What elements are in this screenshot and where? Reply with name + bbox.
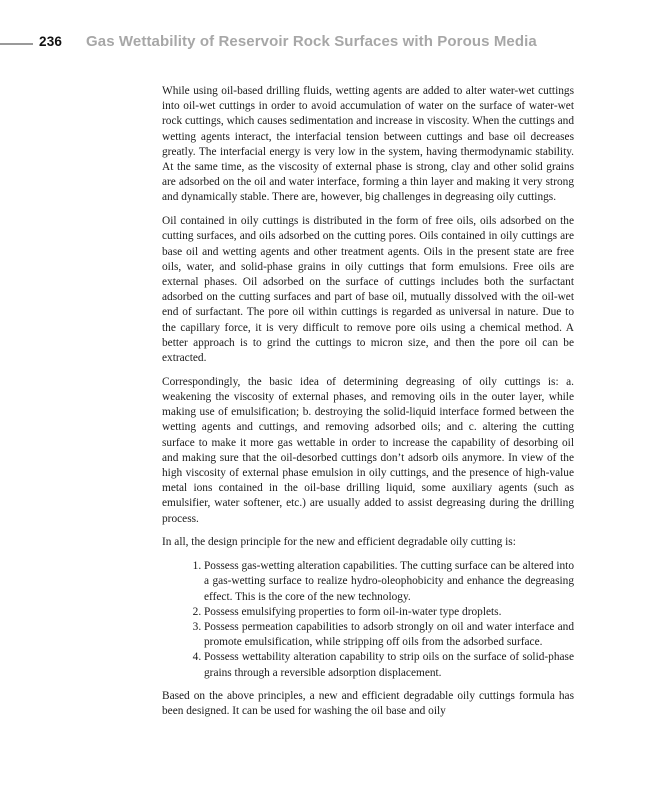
list-item: 2. Possess emulsifying properties to form oil-in-water type droplets. (204, 605, 574, 620)
paragraph-wetting-agents: While using oil-based drilling fluids, wetting agents are added to alter water-wet cuttings into oil-wet cuttings in order to avoid accumulation of water on the surface of water-wet rock cuttings, which causes sedimentation and increase in viscosity. When the cuttings and wetting agents interact, the interfacial tension between cuttings and base oil decreases greatly. The interfacial energy is very low in the system, having thermodynamic stability. At the same time, as the viscosity of external phase is strong, clay and other solid grains are adsorbed on the oil and water interface, forming a thin layer and making it very strong and dynamically stable. There are, however, big challenges in degreasing oily cuttings. (162, 85, 574, 204)
running-title: Gas Wettability of Reservoir Rock Surfaces with Porous Media (86, 33, 537, 50)
principle-list (162, 559, 574, 681)
body-text (162, 84, 574, 728)
list-item: 1. Possess gas-wetting alteration capabilities. The cutting surface can be altered into a gas-wetting surface to realize hydro-oleophobicity and enhance the degreasing effect. This is the core of the new technology. (204, 559, 574, 605)
page-number: 236 (39, 34, 63, 49)
page-header (0, 33, 648, 55)
paragraph-degreasing-idea: Correspondingly, the basic idea of determining degreasing of oily cuttings is: a. weakening the viscosity of external phases, and removing oils in the outer layer, while making use of emulsification; b. destroying the solid-liquid interface formed between the wetting agents and cuttings, and removing adsorbed oils; and c. altering the cutting surface to make it more gas wettable in order to increase the capability of desorbing oil and making sure that the oil-desorbed cuttings don’t adsorb oils anymore. In view of the high viscosity of external phase emulsion in oily cuttings, and the presence of high-value metal ions contained in the oil-base drilling liquid, some auxiliary agents (such as emulsifier, water softener, etc.) are usually added to assist degreasing during the drilling process. (162, 375, 574, 525)
header-rule (0, 43, 33, 45)
list-item: 3. Possess permeation capabilities to adsorb strongly on oil and water interface and promote emulsification, while stripping off oils from the adsorbed surface. (204, 620, 574, 650)
paragraph-oil-distribution: Oil contained in oily cuttings is distributed in the form of free oils, oils adsorbed on the cutting surfaces, and oils adsorbed on the cutting pores. Oils contained in oily cuttings are base oil and wetting agents and other treatment agents. Oils in the present state are free oils, water, and solid-phase grains in oily cuttings that form emulsions. Free oils are external phases. Oil adsorbed on the surface of cuttings includes both the surfactant adsorbed on the cutting surfaces and part of base oil, mutually dissolved with the oil-wet end of surfactant. The pore oil within cuttings is regarded as universal in nature. Due to the capillary force, it is very difficult to remove pore oils using a chemical method. A better approach is to grind the cuttings to micron size, and then the pore oil can be extracted. (162, 215, 574, 365)
paragraph-formula: Based on the above principles, a new and efficient degradable oily cuttings formula has been designed. It can be used for washing the oil base and oily (162, 689, 574, 718)
list-item: 4. Possess wettability alteration capability to strip oils on the surface of solid-phase grains through a reversible adsorption displacement. (204, 650, 574, 680)
paragraph-design-principle: In all, the design principle for the new and efficient degradable oily cutting is: (162, 536, 516, 549)
